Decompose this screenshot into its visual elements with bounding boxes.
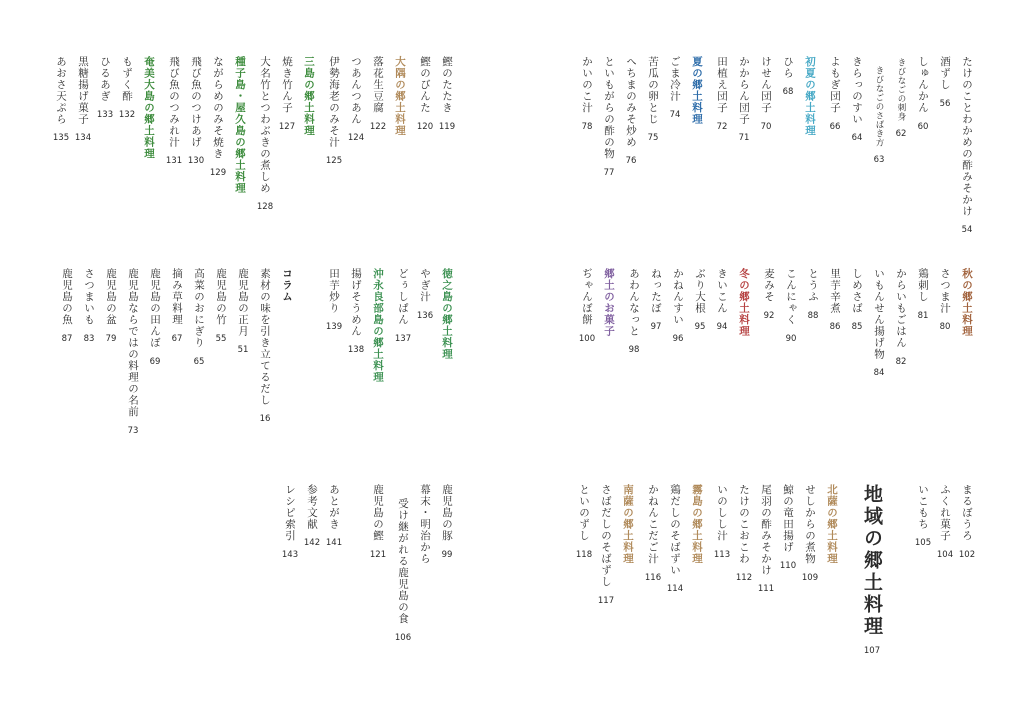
toc-entry — [258, 268, 272, 424]
toc-entry-title: からいもごはん — [895, 268, 907, 349]
toc-entry-title: 鹿児島の鰹 — [372, 484, 384, 542]
toc-entry-title: たけのことわかめの酢みそかけ — [961, 56, 973, 217]
toc-entry-page-number: 92 — [763, 310, 775, 321]
toc-entry-page-number: 118 — [575, 549, 593, 560]
toc-entry-page-number: 78 — [581, 121, 593, 132]
regional-cuisine-section-title — [858, 484, 886, 656]
toc-entry-title: たけのこおこわ — [738, 484, 750, 565]
toc-entry — [624, 56, 638, 166]
toc-entry-page-number: 116 — [644, 572, 662, 583]
toc-entry — [646, 484, 660, 583]
toc-entry — [960, 56, 974, 235]
toc-entry — [211, 56, 225, 178]
toc-entry-title: 摘み草料理 — [171, 268, 183, 326]
toc-entry — [418, 56, 432, 132]
toc-entry-page-number: 94 — [716, 322, 728, 332]
toc-entry-page-number: 72 — [716, 121, 728, 132]
toc-entry-page-number: 131 — [165, 156, 183, 166]
toc-entry-page-number: 87 — [61, 333, 73, 344]
toc-entry-page-number: 129 — [209, 167, 227, 178]
toc-entry — [602, 56, 616, 178]
toc-entry-title: こんにゃく — [785, 268, 797, 326]
toc-entry-title: へちまのみそ炒め — [625, 56, 637, 148]
toc-entry-page-number: 99 — [441, 549, 453, 560]
toc-entry — [76, 56, 90, 143]
toc-entry-title: きびなごのさばき方 — [874, 66, 884, 147]
toc-entry-title: しめさば — [851, 268, 863, 314]
toc-entry — [715, 268, 729, 332]
toc-entry-page-number: 121 — [369, 549, 387, 560]
toc-entry-title: 黒糖揚げ菓子 — [77, 56, 89, 125]
toc-entry-title: 秋の郷土料理 — [961, 268, 973, 337]
toc-section-heading — [233, 56, 247, 194]
toc-entry — [649, 268, 663, 332]
toc-entry — [280, 56, 294, 132]
toc-entry-page-number: 113 — [713, 549, 731, 560]
toc-entry-title: ぶり大根 — [694, 268, 706, 314]
toc-entry — [894, 268, 908, 367]
toc-entry — [916, 268, 930, 321]
toc-entry — [418, 268, 432, 321]
toc-entry — [327, 484, 341, 548]
toc-entry — [236, 268, 250, 355]
toc-entry — [214, 268, 228, 344]
toc-entry — [98, 56, 112, 120]
toc-entry-page-number: 67 — [171, 333, 183, 344]
toc-entry-title: さばだしのそばずし — [600, 484, 612, 588]
toc-entry-title: 素材の味を引き立てるだし — [259, 268, 271, 406]
toc-entry — [327, 268, 341, 332]
toc-entry — [960, 484, 974, 560]
toc-entry-page-number: 82 — [895, 356, 907, 367]
toc-entry — [759, 484, 773, 594]
toc-entry-page-number: 77 — [603, 167, 615, 178]
toc-entry — [283, 484, 297, 560]
toc-entry-title: かからん団子 — [738, 56, 750, 125]
toc-entry-title: コラム — [281, 268, 293, 303]
toc-entry-page-number: 95 — [694, 322, 706, 332]
toc-entry-page-number: 120 — [416, 121, 434, 132]
toc-entry-page-number: 76 — [625, 156, 637, 166]
toc-entry — [627, 268, 641, 355]
toc-entry-title: 麦みそ — [763, 268, 775, 303]
toc-entry-title: 鹿児島ならではの料理の名前 — [127, 268, 139, 418]
toc-entry-title: 幕末・明治から — [419, 484, 431, 565]
toc-entry-page-number: 79 — [105, 333, 117, 344]
toc-entry-title: どぅしぱん — [397, 268, 409, 326]
toc-entry-title: ひら — [782, 56, 794, 79]
toc-entry — [803, 484, 817, 583]
toc-entry — [104, 268, 118, 344]
toc-entry-title: 鶏刺し — [917, 268, 929, 303]
toc-entry-title: 冬の郷土料理 — [738, 268, 750, 337]
toc-entry-page-number: 105 — [914, 538, 932, 548]
toc-entry — [850, 268, 864, 332]
toc-entry — [715, 56, 729, 132]
toc-entry-title: 酒ずし — [939, 56, 951, 91]
toc-entry — [396, 268, 410, 344]
toc-entry-title: ながらめのみそ焼き — [212, 56, 224, 160]
toc-entry-page-number: 133 — [96, 110, 114, 120]
toc-entry-title: 受け継がれる鹿児島の食 — [397, 498, 409, 625]
toc-entry — [894, 58, 908, 139]
toc-entry-page-number: 139 — [325, 322, 343, 332]
toc-entry-page-number: 71 — [738, 133, 750, 143]
toc-entry-page-number: 83 — [83, 333, 95, 344]
toc-entry-page-number: 122 — [369, 121, 387, 132]
toc-entry — [938, 56, 952, 109]
toc-entry-page-number: 138 — [347, 345, 365, 355]
toc-entry-page-number: 75 — [647, 133, 659, 143]
toc-entry-title: ごま冷汁 — [669, 56, 681, 102]
toc-entry-page-number: 142 — [303, 538, 321, 548]
toc-entry — [371, 56, 385, 132]
toc-entry-page-number: 65 — [193, 356, 205, 367]
toc-entry-page-number: 54 — [961, 225, 973, 235]
toc-entry — [349, 56, 363, 143]
toc-entry — [828, 56, 842, 132]
toc-entry-page-number: 84 — [873, 368, 885, 378]
toc-entry — [580, 268, 594, 344]
toc-entry-page-number: 63 — [873, 155, 885, 165]
toc-entry-page-number: 74 — [669, 110, 681, 120]
toc-section-heading — [621, 484, 635, 565]
toc-entry — [938, 268, 952, 332]
toc-entry — [715, 484, 729, 560]
toc-entry-title: 北薩の郷土料理 — [826, 484, 838, 565]
toc-entry-title: 高菜のおにぎり — [193, 268, 205, 349]
toc-entry-title: かねんすい — [672, 268, 684, 326]
toc-section-heading — [737, 268, 751, 337]
toc-entry-page-number: 64 — [851, 133, 863, 143]
toc-entry-title: かねんこだご汁 — [647, 484, 659, 565]
toc-section-heading — [960, 268, 974, 337]
toc-entry-title: 飛び魚のつけあげ — [190, 56, 202, 148]
toc-entry-title: 霧島の郷土料理 — [691, 484, 703, 565]
toc-entry-title: 落花生豆腐 — [372, 56, 384, 114]
toc-entry-title: よもぎ団子 — [829, 56, 841, 114]
toc-entry-page-number: 117 — [597, 595, 615, 606]
toc-entry — [784, 268, 798, 344]
toc-section-heading — [393, 56, 407, 137]
toc-entry-page-number: 56 — [939, 98, 951, 109]
toc-entry-page-number: 16 — [259, 414, 271, 424]
toc-entry — [872, 268, 886, 378]
toc-entry — [170, 268, 184, 344]
toc-entry — [396, 498, 410, 643]
toc-entry-page-number: 135 — [52, 133, 70, 143]
toc-entry-title: 大隅の郷土料理 — [394, 56, 406, 137]
toc-entry-page-number: 90 — [785, 333, 797, 344]
toc-entry-title: レシピ索引 — [284, 484, 296, 542]
toc-section-heading — [280, 268, 294, 303]
toc-entry — [577, 484, 591, 560]
toc-entry — [671, 268, 685, 344]
toc-entry — [580, 56, 594, 132]
toc-entry-title: ふくれ菓子 — [939, 484, 951, 542]
toc-entry-title: 鹿児島の田んぼ — [149, 268, 161, 349]
toc-section-heading — [690, 484, 704, 565]
toc-entry-title: 鶏だしのそばずい — [669, 484, 681, 576]
toc-entry-page-number: 80 — [939, 322, 951, 332]
toc-entry-page-number: 98 — [628, 345, 640, 355]
toc-entry — [762, 268, 776, 321]
toc-entry-title: しゅんかん — [917, 56, 929, 114]
toc-entry-page-number: 102 — [958, 549, 976, 560]
toc-entry — [126, 268, 140, 436]
toc-entry-title: もずく酢 — [121, 56, 133, 102]
toc-section-heading — [440, 268, 454, 360]
toc-entry — [693, 268, 707, 332]
toc-entry-title: かいのこ汁 — [581, 56, 593, 114]
toc-entry-page-number: 85 — [851, 322, 863, 332]
toc-entry-title: 大名竹とつわぶきの煮しめ — [259, 56, 271, 194]
toc-entry-page-number: 60 — [917, 121, 929, 132]
toc-entry-title: 鹿児島の竹 — [215, 268, 227, 326]
toc-entry-page-number: 125 — [325, 156, 343, 166]
toc-entry-title: 田芋炒り — [328, 268, 340, 314]
toc-entry-title: ねったぼ — [650, 268, 662, 314]
toc-entry — [440, 56, 454, 132]
toc-entry-title: いのしし汁 — [716, 484, 728, 542]
toc-entry-title: 鰹のたたき — [441, 56, 453, 114]
toc-entry-title: 徳之島の郷土料理 — [441, 268, 453, 360]
toc-entry-title: きびなごの刺身 — [896, 58, 906, 121]
toc-entry — [938, 484, 952, 560]
toc-entry-page-number: 106 — [394, 632, 412, 643]
toc-entry-title: 鯨の竜田揚げ — [782, 484, 794, 553]
toc-entry-page-number: 69 — [149, 356, 161, 367]
toc-entry-page-number: 66 — [829, 121, 841, 132]
toc-entry-title: いこもち — [917, 484, 929, 530]
toc-entry-title: 田植え団子 — [716, 56, 728, 114]
toc-entry — [349, 268, 363, 355]
toc-entry-page-number: 88 — [807, 310, 819, 321]
toc-entry — [327, 56, 341, 166]
toc-section-heading — [302, 56, 316, 137]
toc-entry-title: 参考文献 — [306, 484, 318, 530]
toc-entry-title: あおさ天ぷら — [55, 56, 67, 125]
toc-entry — [258, 56, 272, 212]
toc-entry — [599, 484, 613, 606]
toc-entry — [82, 268, 96, 344]
toc-entry-page-number: 114 — [666, 584, 684, 594]
toc-entry — [916, 484, 930, 548]
toc-entry-title: 鰹のびんた — [419, 56, 431, 114]
toc-entry-title: 鹿児島の魚 — [61, 268, 73, 326]
toc-entry-title: やぎ汁 — [419, 268, 431, 303]
toc-entry-title: 鹿児島の正月 — [237, 268, 249, 337]
toc-entry-page-number: 110 — [779, 561, 797, 571]
toc-entry-page-number: 62 — [895, 129, 907, 139]
toc-entry — [737, 56, 751, 143]
toc-entry-page-number: 136 — [416, 310, 434, 321]
toc-entry-title: さつま汁 — [939, 268, 951, 314]
toc-entry-page-number: 68 — [782, 87, 794, 97]
toc-entry-title: まるぼうろ — [961, 484, 973, 542]
toc-entry-page-number: 73 — [127, 425, 139, 436]
toc-entry — [167, 56, 181, 166]
toc-entry-page-number: 127 — [278, 121, 296, 132]
toc-entry-title: 夏の郷土料理 — [691, 56, 703, 125]
toc-entry-page-number: 137 — [394, 333, 412, 344]
toc-entry — [668, 56, 682, 120]
section-title-text: 地域の郷土料理 — [861, 484, 883, 638]
toc-entry — [737, 484, 751, 583]
toc-entry-page-number: 81 — [917, 310, 929, 321]
toc-entry — [668, 484, 682, 594]
toc-entry — [192, 268, 206, 367]
toc-entry — [418, 484, 432, 565]
toc-entry-page-number: 134 — [74, 133, 92, 143]
toc-section-heading — [825, 484, 839, 565]
toc-entry-page-number: 51 — [237, 345, 249, 355]
toc-entry — [781, 56, 795, 97]
toc-entry-title: 伊勢海老のみそ汁 — [328, 56, 340, 148]
toc-entry — [781, 484, 795, 571]
toc-entry-page-number: 104 — [936, 549, 954, 560]
toc-entry — [916, 56, 930, 132]
toc-entry-page-number: 100 — [578, 333, 596, 344]
toc-entry-title: 鹿児島の豚 — [441, 484, 453, 542]
toc-entry-title: 里芋辛煮 — [829, 268, 841, 314]
toc-entry-title: つあんつあん — [350, 56, 362, 125]
toc-entry-page-number: 128 — [256, 202, 274, 212]
toc-entry-title: 奄美大島の郷土料理 — [143, 56, 155, 160]
toc-entry — [189, 56, 203, 166]
toc-entry — [54, 56, 68, 143]
toc-entry — [60, 268, 74, 344]
toc-section-heading — [803, 56, 817, 137]
toc-entry-title: 郷土のお菓子 — [603, 268, 615, 337]
toc-entry-page-number: 109 — [801, 572, 819, 583]
toc-entry-title: 種子島・屋久島の郷土料理 — [234, 56, 246, 194]
toc-entry-title: さつまいも — [83, 268, 95, 326]
toc-entry-page-number: 112 — [735, 572, 753, 583]
toc-entry — [148, 268, 162, 367]
toc-entry-page-number: 124 — [347, 133, 365, 143]
toc-entry-title: といのずし — [578, 484, 590, 542]
toc-entry-title: 鹿児島の盆 — [105, 268, 117, 326]
toc-section-heading — [142, 56, 156, 160]
toc-entry — [646, 56, 660, 143]
toc-section-heading — [690, 56, 704, 125]
toc-entry — [305, 484, 319, 548]
toc-entry-title: 焼き竹ん子 — [281, 56, 293, 114]
toc-entry-title: きらっのすい — [851, 56, 863, 125]
toc-entry-page-number: 111 — [757, 584, 775, 594]
toc-entry-page-number: 96 — [672, 333, 684, 344]
toc-entry-page-number: 86 — [829, 322, 841, 332]
toc-entry-title: 尾羽の酢みそかけ — [760, 484, 772, 576]
toc-entry — [759, 56, 773, 132]
toc-entry — [440, 484, 454, 560]
toc-entry — [371, 484, 385, 560]
toc-entry-page-number: 70 — [760, 121, 772, 132]
toc-entry-title: ぢゃんぼ餅 — [581, 268, 593, 326]
toc-entry-title: とうふ — [807, 268, 819, 303]
toc-entry-title: きいこん — [716, 268, 728, 314]
toc-entry-page-number: 132 — [118, 110, 136, 120]
toc-entry — [850, 56, 864, 143]
toc-entry-title: 沖永良部島の郷土料理 — [372, 268, 384, 383]
toc-entry-page-number: 97 — [650, 322, 662, 332]
toc-entry-title: 初夏の郷土料理 — [804, 56, 816, 137]
toc-entry-title: ひるあぎ — [99, 56, 111, 102]
section-title-page-number: 107 — [863, 646, 881, 656]
toc-entry-title: せしからの煮物 — [804, 484, 816, 565]
toc-entry-page-number: 119 — [438, 121, 456, 132]
toc-entry-title: 苦瓜の卵とじ — [647, 56, 659, 125]
toc-entry-page-number: 143 — [281, 549, 299, 560]
toc-entry-title: あわんなっと — [628, 268, 640, 337]
toc-entry — [806, 268, 820, 321]
toc-entry-page-number: 55 — [215, 333, 227, 344]
toc-entry-title: あとがき — [328, 484, 340, 530]
toc-entry-page-number: 130 — [187, 156, 205, 166]
toc-section-heading — [371, 268, 385, 383]
toc-section-heading — [602, 268, 616, 337]
toc-entry-page-number: 141 — [325, 538, 343, 548]
toc-entry — [828, 268, 842, 332]
toc-entry — [120, 56, 134, 120]
toc-entry-title: 揚げそうめん — [350, 268, 362, 337]
toc-entry-title: けせん団子 — [760, 56, 772, 114]
toc-entry-title: 飛び魚のつみれ汁 — [168, 56, 180, 148]
toc-entry-title: 南薩の郷土料理 — [622, 484, 634, 565]
toc-entry-title: といもがらの酢の物 — [603, 56, 615, 160]
toc-entry-title: 三島の郷土料理 — [303, 56, 315, 137]
toc-entry-title: いもんせん揚げ物 — [873, 268, 885, 360]
toc-entry — [872, 66, 886, 165]
